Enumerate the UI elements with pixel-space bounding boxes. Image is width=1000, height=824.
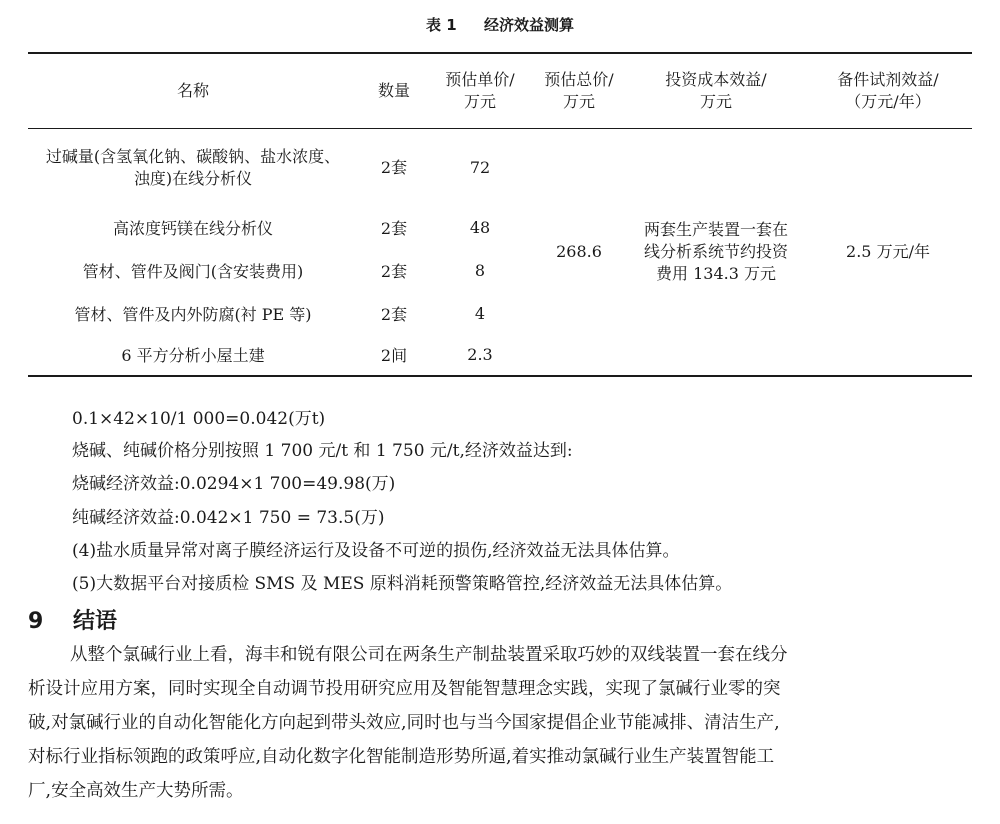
header-total-price-line1: 预估总价/ — [544, 70, 614, 89]
header-unit-price — [430, 53, 530, 129]
row-price: 2.3 — [430, 333, 530, 376]
conclusion-line-1: 从整个氯碱行业上看，海丰和锐有限公司在两条生产制盐装置采取巧妙的双线装置一套在线分 — [70, 645, 788, 665]
row-name — [28, 129, 358, 208]
header-reagent-line1: 备件试剂效益/ — [837, 70, 939, 89]
section-title: 结语 — [72, 609, 117, 634]
section-heading — [28, 604, 117, 635]
calc-line-1: 0.1×42×10/1 000=0.042(万t) — [72, 409, 326, 429]
header-total-price-line2: 万元 — [562, 92, 595, 111]
row-qty: 2套 — [380, 304, 408, 324]
invest-line2: 线分析系统节约投资 — [643, 242, 788, 261]
conclusion-paragraph — [28, 638, 972, 808]
row-name-line1: 过碱量(含氢氧化钠、碳酸钠、盐水浓度、 — [45, 147, 341, 166]
header-qty: 数量 — [358, 53, 430, 129]
calc-line-6: (5)大数据平台对接质检 SMS 及 MES 原料消耗预警策略管控,经济效益无法具体估算。 — [72, 574, 733, 594]
table-caption — [0, 14, 1000, 35]
economic-benefit-table — [28, 52, 972, 377]
header-invest-line2: 万元 — [699, 92, 732, 111]
header-unit-price-line1: 预估单价/ — [445, 70, 515, 89]
invest-line3: 费用 134.3 万元 — [656, 264, 776, 283]
invest-line1: 两套生产装置一套在 — [643, 220, 788, 239]
calc-line-4: 纯碱经济效益:0.042×1 750 = 73.5(万) — [72, 508, 385, 528]
row-name: 高浓度钙镁在线分析仪 — [112, 218, 273, 238]
row-qty: 2套 — [380, 218, 408, 238]
table-title: 经济效益测算 — [483, 16, 574, 34]
row-name: 管材、管件及阀门(含安装费用) — [82, 261, 304, 281]
reagent-benefit-cell: 2.5 万元/年 — [804, 129, 972, 377]
invest-benefit-cell — [628, 129, 804, 377]
row-qty: 2间 — [358, 333, 430, 376]
row-price: 4 — [474, 303, 486, 323]
header-total-price — [530, 53, 628, 129]
conclusion-line-2: 析设计应用方案，同时实现全自动调节投用研究应用及智能智慧理念实践，实现了氯碱行业零的突 — [28, 679, 781, 699]
section-number: 9 — [28, 609, 44, 634]
row-name: 管材、管件及内外防腐(衬 PE 等) — [74, 304, 312, 324]
row-price: 72 — [469, 158, 491, 177]
header-reagent-line2: （万元/年） — [845, 92, 931, 111]
calc-line-2: 烧碱、纯碱价格分别按照 1 700 元/t 和 1 750 元/t,经济效益达到: — [72, 441, 573, 461]
row-price: 48 — [469, 217, 491, 237]
conclusion-line-3: 破,对氯碱行业的自动化智能化方向起到带头效应,同时也与当今国家提倡企业节能减排、清洁生产, — [28, 713, 780, 733]
row-qty: 2套 — [380, 261, 408, 281]
table-header-row — [28, 53, 972, 129]
row-qty: 2套 — [380, 158, 408, 177]
conclusion-line-4: 对标行业指标领跑的政策呼应,自动化数字化智能制造形势所逼,着实推动氯碱行业生产装置智能工 — [28, 747, 775, 767]
row-price: 8 — [474, 260, 486, 280]
header-invest-line1: 投资成本效益/ — [665, 70, 767, 89]
calc-line-5: (4)盐水质量异常对离子膜经济运行及设备不可逆的损伤,经济效益无法具体估算。 — [72, 541, 680, 561]
header-unit-price-line2: 万元 — [463, 92, 496, 111]
header-name: 名称 — [28, 53, 358, 129]
total-price-cell: 268.6 — [530, 129, 628, 377]
header-invest-benefit — [628, 53, 804, 129]
header-reagent-benefit — [804, 53, 972, 129]
table-number: 表 1 — [426, 16, 457, 34]
row-name: 6 平方分析小屋土建 — [28, 333, 358, 376]
conclusion-line-5: 厂,安全高效生产大势所需。 — [28, 781, 244, 801]
row-name-line2: 浊度)在线分析仪 — [133, 169, 253, 188]
calc-line-3: 烧碱经济效益:0.0294×1 700=49.98(万) — [72, 474, 396, 494]
table-row — [28, 129, 972, 208]
